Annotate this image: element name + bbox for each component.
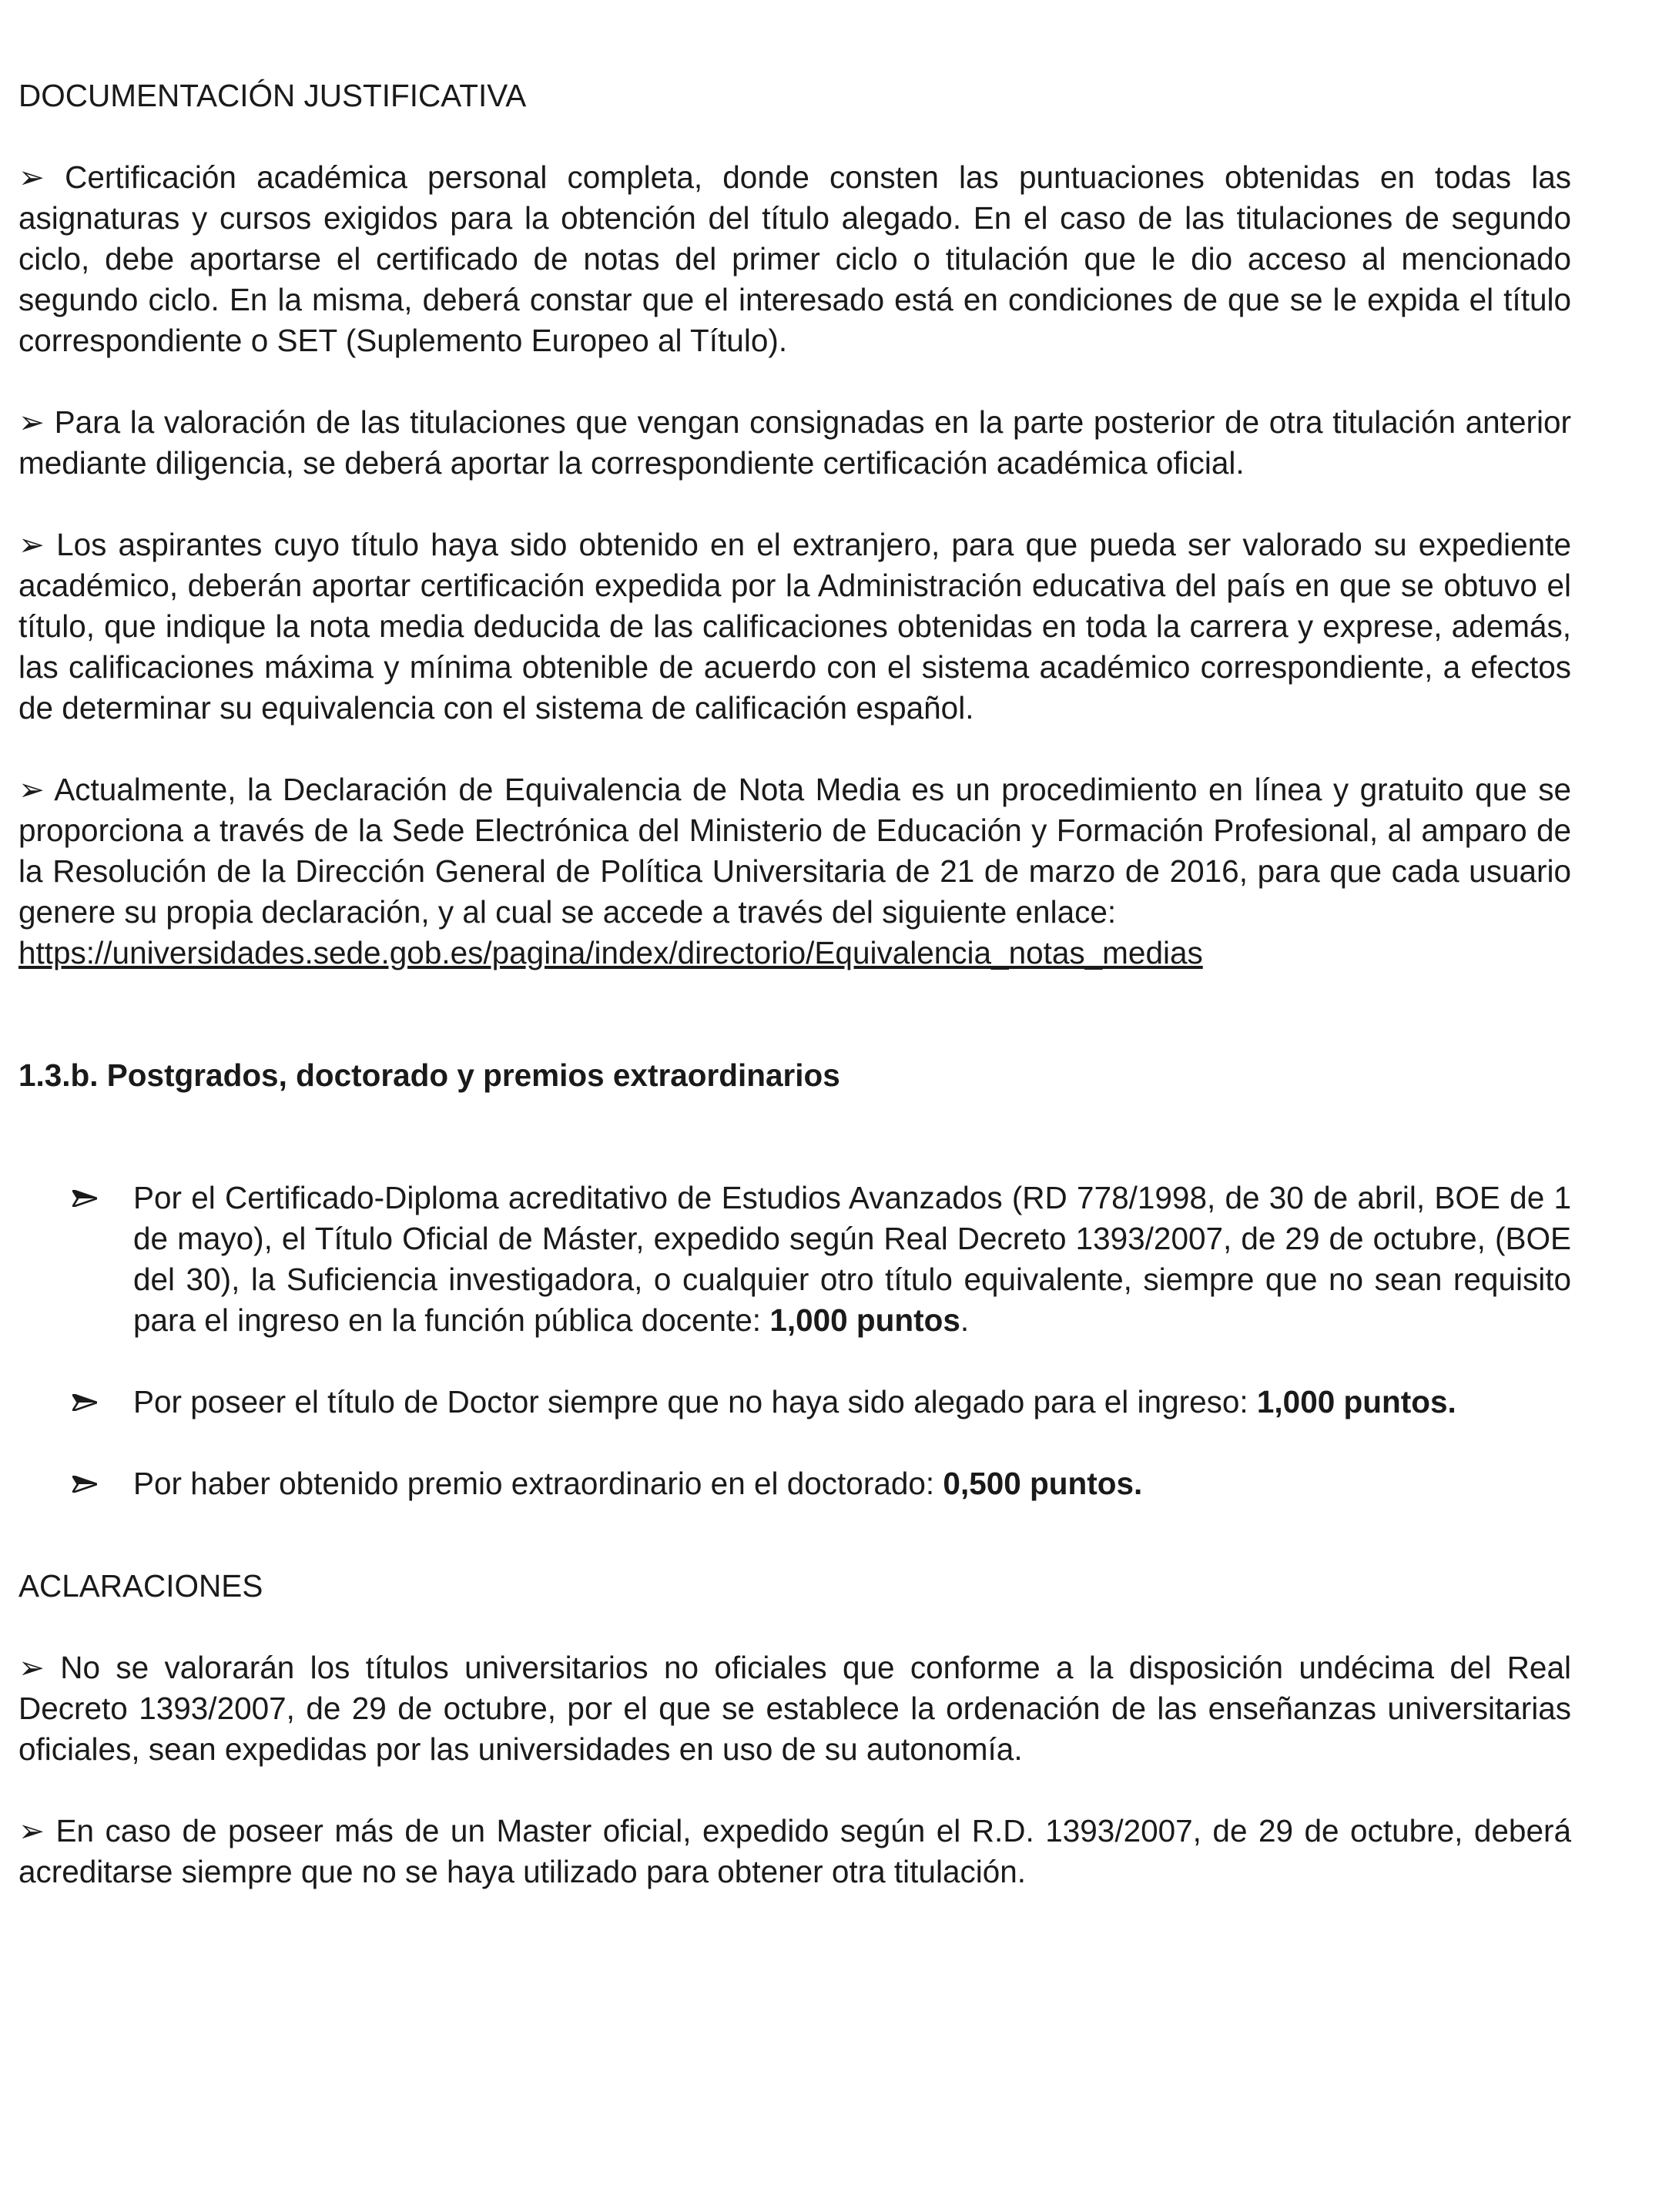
- paragraph-no-oficiales: [18, 1647, 1571, 1770]
- list-item-doctor: [18, 1382, 1571, 1423]
- list-item-points: 1,000 puntos.: [1256, 1384, 1456, 1419]
- document-page: [18, 75, 1571, 1892]
- list-item-text: Por poseer el título de Doctor siempre que no haya sido alegado para el ingreso:: [133, 1384, 1248, 1419]
- arrow-bullet-icon: ➢: [18, 527, 45, 562]
- subsection-heading-postgrados: 1.3.b. Postgrados, doctorado y premios extraordinarios: [18, 1057, 840, 1093]
- list-item-text: Por el Certificado-Diploma acreditativo de Estudios Avanzados (RD 778/1998, de 30 de abril, BOE de 1 de mayo), el Título Oficial de Máster, expedido según Real Decreto 1393/2007, de 29 de octubre, (BOE del 30), la Suficiencia investigadora, o cualquier otro título equivalente, siempre que no sean requisito para el ingreso en la función pública docente:: [133, 1180, 1571, 1338]
- paragraph-equivalencia: [18, 769, 1571, 974]
- section-heading-aclaraciones: ACLARACIONES: [18, 1568, 263, 1604]
- list-item-master: [18, 1178, 1571, 1341]
- paragraph-text: Los aspirantes cuyo título haya sido obtenido en el extranjero, para que pueda ser valorado su expediente académico, deberán aportar certificación expedida por la Administración educativa del país en que se obtuvo el título, que indique la nota media deducida de las calificaciones obtenidas en toda la carrera y exprese, además, las calificaciones máxima y mínima obtenible de acuerdo con el sistema académico correspondiente, a efectos de determinar su equivalencia con el sistema de calificación español.: [18, 527, 1571, 726]
- arrowhead-bullet-icon: [72, 1463, 103, 1504]
- arrow-bullet-icon: ➢: [18, 404, 45, 440]
- arrow-bullet-icon: ➢: [18, 772, 45, 807]
- paragraph-text: Para la valoración de las titulaciones que vengan consignadas en la parte posterior de otra titulación anterior mediante diligencia, se deberá aportar la correspondiente certificación académica oficial.: [18, 404, 1571, 481]
- paragraph-valoracion: [18, 402, 1571, 484]
- paragraph-text: Actualmente, la Declaración de Equivalencia de Nota Media es un procedimiento en línea y gratuito que se proporciona a través de la Sede Electrónica del Ministerio de Educación y Formación Profesional, al amparo de la Resolución de la Dirección General de Política Universitaria de 21 de marzo de 2016, para que cada usuario genere su propia declaración, y al cual se accede a través del siguiente enlace:: [18, 772, 1571, 930]
- paragraph-text: No se valorarán los títulos universitarios no oficiales que conforme a la disposición undécima del Real Decreto 1393/2007, de 29 de octubre, por el que se establece la ordenación de las enseñanzas universitarias oficiales, sean expedidas por las universidades en uso de su autonomía.: [18, 1650, 1571, 1767]
- equivalencia-link[interactable]: https://universidades.sede.gob.es/pagina/index/directorio/Equivalencia_notas_medias: [18, 935, 1203, 970]
- paragraph-master-oficial: [18, 1811, 1571, 1892]
- section-heading-documentacion: DOCUMENTACIÓN JUSTIFICATIVA: [18, 78, 527, 113]
- paragraph-text: En caso de poseer más de un Master oficial, expedido según el R.D. 1393/2007, de 29 de octubre, deberá acreditarse siempre que no se haya utilizado para obtener otra titulación.: [18, 1813, 1571, 1889]
- arrow-bullet-icon: ➢: [18, 1650, 45, 1685]
- arrow-bullet-icon: ➢: [18, 1813, 45, 1848]
- paragraph-extranjero: [18, 525, 1571, 729]
- list-item-points: 1,000 puntos: [769, 1302, 960, 1338]
- arrowhead-bullet-icon: [72, 1178, 103, 1218]
- list-item-premio: [18, 1463, 1571, 1504]
- paragraph-text: Certificación académica personal completa, donde consten las puntuaciones obtenidas en todas las asignaturas y cursos exigidos para la obtención del título alegado. En el caso de las titulaciones de segundo ciclo, debe aportarse el certificado de notas del primer ciclo o titulación que le dio acceso al mencionado segundo ciclo. En la misma, deberá constar que el interesado está en condiciones de que se le expida el título correspondiente o SET (Suplemento Europeo al Título).: [18, 159, 1572, 358]
- paragraph-certificacion: [18, 157, 1571, 361]
- list-item-tail: .: [960, 1302, 970, 1338]
- arrowhead-bullet-icon: [72, 1382, 103, 1423]
- list-item-text: Por haber obtenido premio extraordinario en el doctorado:: [133, 1466, 935, 1501]
- arrow-bullet-icon: ➢: [18, 159, 45, 195]
- list-item-points: 0,500 puntos.: [943, 1466, 1143, 1501]
